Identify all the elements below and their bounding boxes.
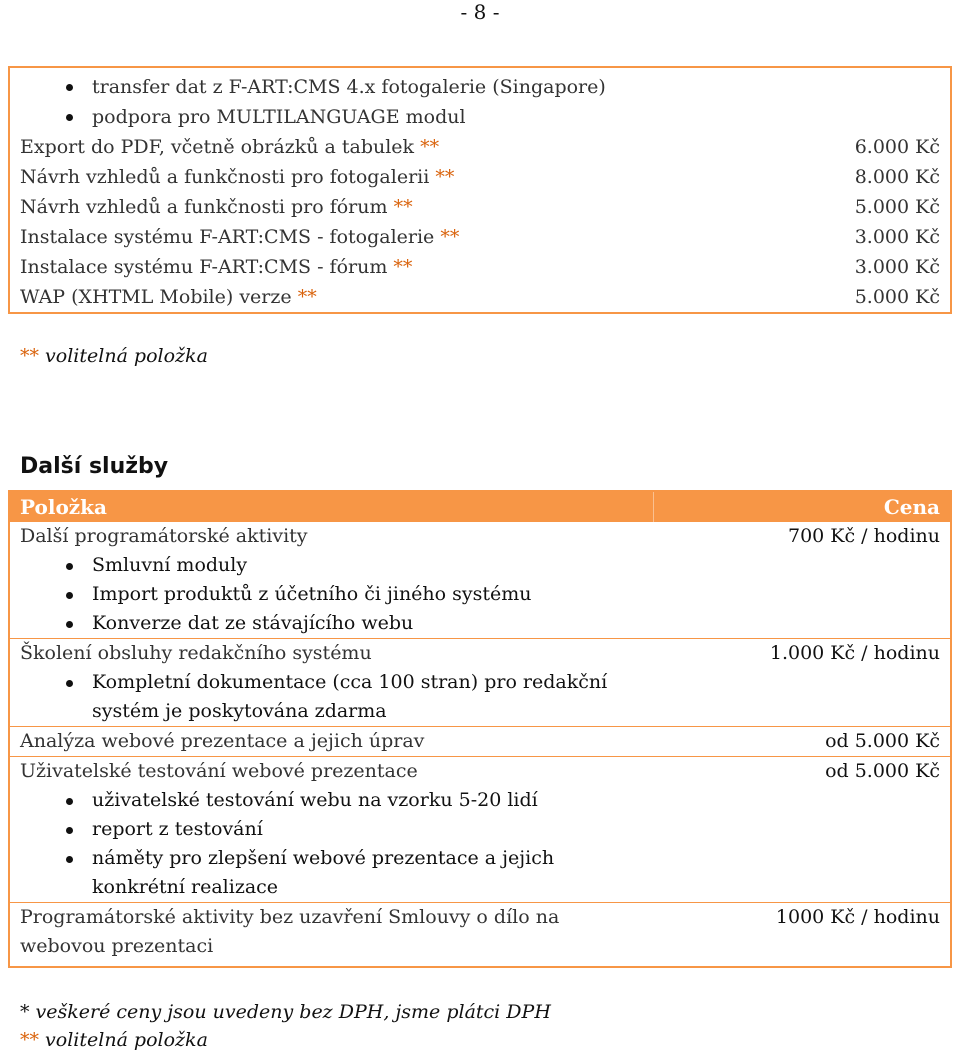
list-item: náměty pro zlepšení webové prezentace a jejich bbox=[20, 844, 650, 873]
service-price: od 5.000 Kč bbox=[825, 760, 940, 782]
services-table bbox=[8, 490, 952, 968]
table-row bbox=[10, 902, 950, 961]
list-item-continued: konkrétní realizace bbox=[92, 876, 279, 898]
optional-note-footer: ** volitelná položka bbox=[20, 1029, 208, 1051]
row-label: Návrh vzhledů a funkčnosti pro fórum ** bbox=[20, 196, 413, 218]
table-row bbox=[10, 756, 950, 902]
section-heading: Další služby bbox=[20, 454, 169, 479]
page-number: - 8 - bbox=[460, 0, 500, 24]
row-price: 8.000 Kč bbox=[854, 166, 940, 188]
row-label: Návrh vzhledů a funkčnosti pro fotogalerii ** bbox=[20, 166, 455, 188]
table-row bbox=[10, 132, 950, 162]
table-header bbox=[10, 492, 950, 522]
row-price: 3.000 Kč bbox=[854, 256, 940, 278]
list-item: Konverze dat ze stávajícího webu bbox=[20, 609, 650, 638]
row-label: Instalace systému F-ART:CMS - fórum ** bbox=[20, 256, 413, 278]
table-row bbox=[10, 726, 950, 756]
service-price: od 5.000 Kč bbox=[825, 730, 940, 752]
bullet-text: transfer dat z F-ART:CMS 4.x fotogalerie (Singapore) bbox=[92, 76, 606, 98]
row-label: Instalace systému F-ART:CMS - fotogalerie ** bbox=[20, 226, 460, 248]
table-row bbox=[10, 638, 950, 726]
list-item: uživatelské testování webu na vzorku 5-20 lidí bbox=[20, 786, 650, 815]
table-row bbox=[10, 252, 950, 282]
service-title: Školení obsluhy redakčního systému bbox=[20, 642, 372, 664]
list-item bbox=[10, 72, 950, 102]
row-price: 6.000 Kč bbox=[854, 136, 940, 158]
table-row bbox=[10, 192, 950, 222]
service-price: 1.000 Kč / hodinu bbox=[769, 642, 940, 664]
row-price: 5.000 Kč bbox=[854, 196, 940, 218]
list-item bbox=[10, 102, 950, 132]
bullet-text: podpora pro MULTILANGUAGE modul bbox=[92, 106, 466, 128]
row-label: Export do PDF, včetně obrázků a tabulek ** bbox=[20, 136, 440, 158]
row-price: 5.000 Kč bbox=[854, 286, 940, 308]
list-item: Kompletní dokumentace (cca 100 stran) pro redakční bbox=[20, 668, 650, 697]
service-price: 1000 Kč / hodinu bbox=[775, 906, 940, 928]
service-title: Analýza webové prezentace a jejich úprav bbox=[20, 730, 425, 752]
list-item: Smluvní moduly bbox=[20, 551, 650, 580]
top-price-table bbox=[8, 66, 952, 314]
service-title: Uživatelské testování webové prezentace bbox=[20, 760, 418, 782]
service-title: Programátorské aktivity bez uzavření Smlouvy o dílo na bbox=[20, 906, 560, 928]
service-price: 700 Kč / hodinu bbox=[787, 525, 940, 547]
table-row bbox=[10, 222, 950, 252]
service-title-continued: webovou prezentaci bbox=[20, 935, 214, 957]
row-label: WAP (XHTML Mobile) verze ** bbox=[20, 286, 317, 308]
service-title: Další programátorské aktivity bbox=[20, 525, 308, 547]
header-price: Cena bbox=[883, 495, 940, 519]
list-item: report z testování bbox=[20, 815, 650, 844]
list-item: Import produktů z účetního či jiného systému bbox=[20, 580, 650, 609]
row-price: 3.000 Kč bbox=[854, 226, 940, 248]
list-item-continued: systém je poskytována zdarma bbox=[92, 700, 387, 722]
table-row bbox=[10, 282, 950, 312]
header-item: Položka bbox=[20, 495, 107, 519]
table-row bbox=[10, 522, 950, 638]
optional-note: ** volitelná položka bbox=[20, 345, 208, 367]
table-row bbox=[10, 162, 950, 192]
vat-note: * veškeré ceny jsou uvedeny bez DPH, jsme plátci DPH bbox=[20, 1001, 551, 1023]
